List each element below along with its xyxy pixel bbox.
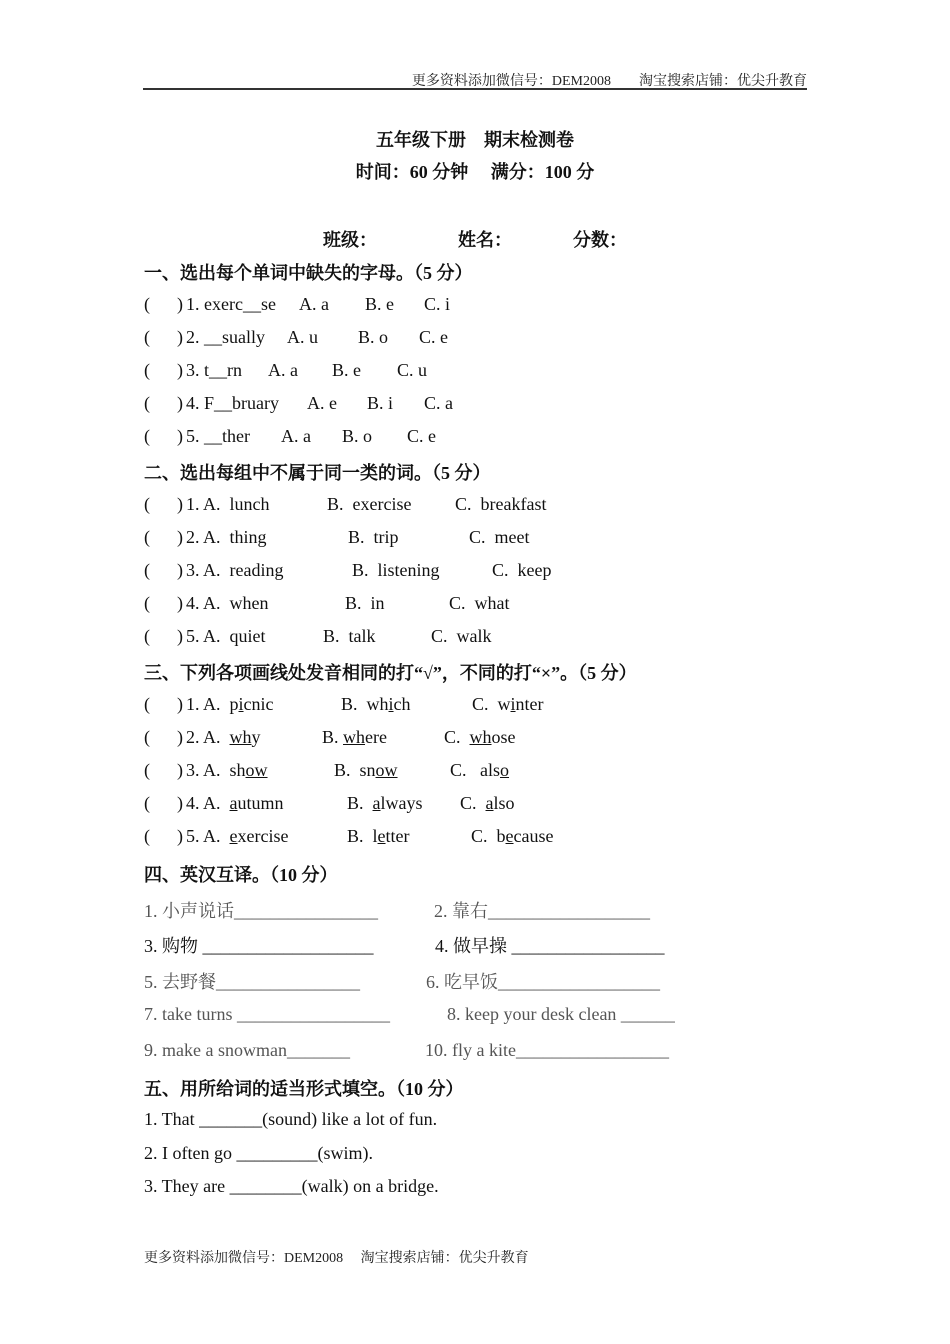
option-c: C. i: [424, 294, 451, 314]
answer-paren: ( ): [144, 527, 183, 547]
option-c: C. breakfast: [455, 494, 547, 514]
option-a: A. u: [287, 327, 318, 347]
question-row: [144, 527, 530, 551]
question-row: [144, 327, 448, 351]
section-4-heading: 四、英汉互译。（10 分）: [144, 865, 338, 885]
option-a: A. a: [299, 294, 329, 314]
question-text: 2. __sually: [186, 327, 265, 347]
translation-row: [144, 1004, 675, 1028]
option-c: C. u: [397, 360, 428, 380]
option-a: 1. A. picnic: [186, 694, 274, 714]
translation-item: 7. take turns _________________: [144, 1004, 390, 1024]
option-b: B. e: [365, 294, 394, 314]
option-a: A. e: [307, 393, 337, 413]
option-b: B. snow: [334, 760, 398, 780]
option-b: B. i: [367, 393, 394, 413]
option-b: B. which: [341, 694, 411, 714]
option-a: 4. A. when: [186, 593, 269, 613]
answer-paren: ( ): [144, 327, 183, 347]
translation-item: 2. 靠右__________________: [434, 901, 650, 921]
option-a: 5. A. quiet: [186, 626, 266, 646]
question-row: [144, 560, 552, 584]
score-label: 分数：: [573, 230, 627, 250]
translation-item: 3. 购物 ___________________: [144, 936, 374, 956]
option-b: B. talk: [323, 626, 376, 646]
answer-paren: ( ): [144, 593, 183, 613]
translation-row: [144, 968, 660, 992]
answer-paren: ( ): [144, 760, 183, 780]
translation-item: 9. make a snowman_______: [144, 1040, 350, 1060]
question-row: [144, 760, 510, 784]
question-row: [144, 727, 516, 751]
option-a: 4. A. autumn: [186, 793, 284, 813]
option-b: B. listening: [352, 560, 440, 580]
option-b: B. in: [345, 593, 385, 613]
option-c: C. because: [471, 826, 554, 846]
student-info: [0, 226, 950, 252]
header-rule: [143, 88, 807, 90]
page-footer: 更多资料添加微信号：DEM2008 淘宝搜索店铺：优尖升教育: [144, 1251, 529, 1266]
translation-row: [144, 1040, 669, 1064]
option-a: 2. A. thing: [186, 527, 267, 547]
name-label: 姓名：: [458, 230, 512, 250]
fill-in-item: 2. I often go _________(swim).: [144, 1143, 373, 1163]
question-row: [144, 360, 428, 384]
question-text: 1. exerc__se: [186, 294, 276, 314]
translation-item: 1. 小声说话________________: [144, 901, 378, 921]
question-row: [144, 826, 554, 850]
option-c: C. keep: [492, 560, 552, 580]
section-3-heading: 三、下列各项画线处发音相同的打“√”，不同的打“×”。（5 分）: [144, 663, 637, 683]
exam-subtitle: 时间：60 分钟 满分：100 分: [355, 162, 595, 182]
option-c: C. winter: [472, 694, 544, 714]
question-row: [144, 426, 436, 450]
option-b: B. o: [358, 327, 389, 347]
translation-row: [144, 932, 665, 956]
answer-paren: ( ): [144, 360, 183, 380]
fill-in-item: 1. That _______(sound) like a lot of fun.: [144, 1109, 438, 1129]
question-row: [144, 626, 492, 650]
option-b: B. where: [322, 727, 387, 747]
answer-paren: ( ): [144, 626, 183, 646]
question-text: 4. F__bruary: [186, 393, 279, 413]
question-text: 5. __ther: [186, 426, 250, 446]
question-row: [144, 393, 453, 417]
answer-paren: ( ): [144, 294, 183, 314]
option-a: 1. A. lunch: [186, 494, 270, 514]
translation-item: 10. fly a kite_________________: [425, 1040, 669, 1060]
translation-item: 5. 去野餐________________: [144, 972, 360, 992]
answer-paren: ( ): [144, 393, 183, 413]
option-c: C. what: [449, 593, 510, 613]
option-c: C. walk: [431, 626, 492, 646]
option-a: 2. A. why: [186, 727, 261, 747]
answer-paren: ( ): [144, 793, 183, 813]
option-a: 3. A. reading: [186, 560, 284, 580]
option-c: C. e: [407, 426, 436, 446]
option-a: A. a: [268, 360, 298, 380]
option-c: C. whose: [444, 727, 516, 747]
section-1-heading: 一、选出每个单词中缺失的字母。（5 分）: [144, 263, 473, 283]
option-c: C. also: [450, 760, 510, 780]
option-b: B. always: [347, 793, 423, 813]
question-row: [144, 494, 547, 518]
section-2-heading: 二、选出每组中不属于同一类的词。（5 分）: [144, 463, 491, 483]
fill-in-item: 3. They are ________(walk) on a bridge.: [144, 1176, 439, 1196]
option-c: C. a: [424, 393, 453, 413]
option-c: C. meet: [469, 527, 530, 547]
option-b: B. trip: [348, 527, 399, 547]
class-label: 班级：: [323, 230, 377, 250]
page-header: 更多资料添加微信号：DEM2008 淘宝搜索店铺：优尖升教育: [411, 74, 807, 89]
translation-item: 6. 吃早饭__________________: [426, 972, 660, 992]
exam-title: 五年级下册 期末检测卷: [376, 130, 574, 150]
option-a: 5. A. exercise: [186, 826, 289, 846]
option-a: 3. A. show: [186, 760, 268, 780]
option-c: C. also: [460, 793, 515, 813]
answer-paren: ( ): [144, 727, 183, 747]
answer-paren: ( ): [144, 826, 183, 846]
question-row: [144, 294, 451, 318]
question-row: [144, 694, 544, 718]
answer-paren: ( ): [144, 426, 183, 446]
question-text: 3. t__rn: [186, 360, 242, 380]
answer-paren: ( ): [144, 694, 183, 714]
option-b: B. o: [342, 426, 373, 446]
option-b: B. exercise: [327, 494, 412, 514]
question-row: [144, 793, 515, 817]
question-row: [144, 593, 510, 617]
section-5-heading: 五、用所给词的适当形式填空。（10 分）: [144, 1079, 464, 1099]
option-c: C. e: [419, 327, 448, 347]
option-a: A. a: [281, 426, 311, 446]
answer-paren: ( ): [144, 560, 183, 580]
translation-item: 8. keep your desk clean ______: [447, 1004, 675, 1024]
option-b: B. e: [332, 360, 361, 380]
translation-item: 4. 做早操 _________________: [435, 936, 665, 956]
option-b: B. letter: [347, 826, 410, 846]
translation-row: [144, 897, 650, 921]
answer-paren: ( ): [144, 494, 183, 514]
